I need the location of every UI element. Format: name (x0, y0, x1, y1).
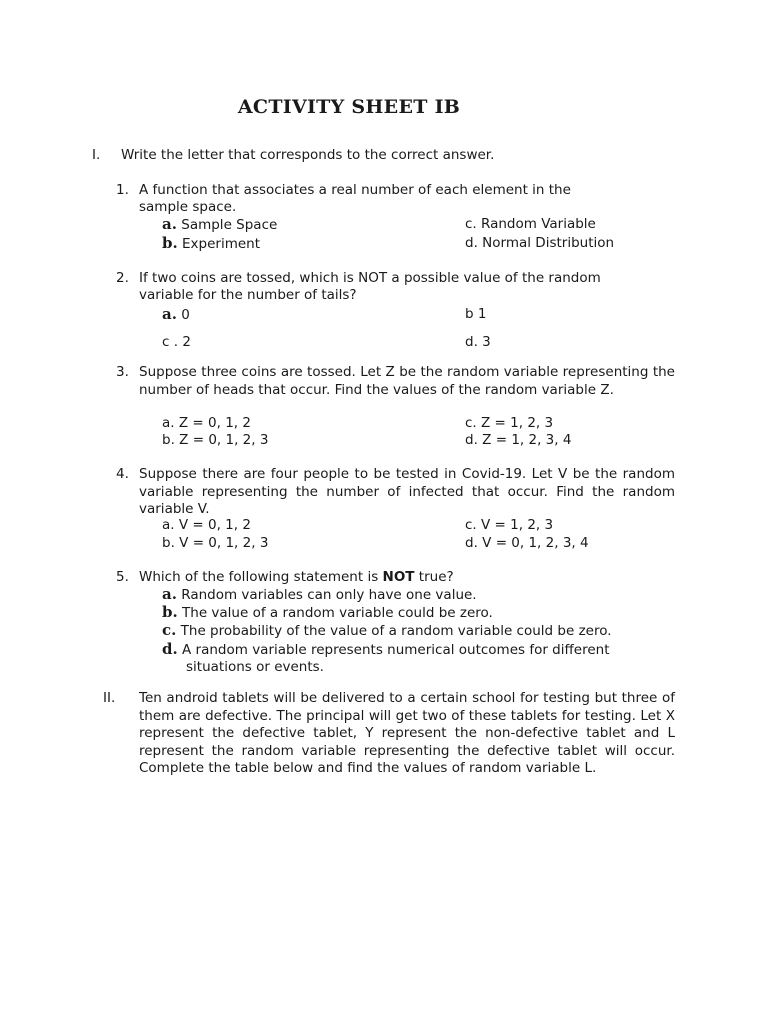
question-text-line1: If two coins are tossed, which is NOT a possible value of the random (139, 270, 601, 286)
section-1-numeral: I. (92, 147, 101, 163)
option-a: a. 0 (162, 305, 190, 323)
question-number: 2. (116, 270, 129, 286)
option-a: a. Sample Space (162, 215, 278, 233)
option-d: d. V = 0, 1, 2, 3, 4 (465, 535, 589, 551)
question-text-line2: sample space. (139, 199, 237, 215)
option-a: a. Random variables can only have one value. (162, 585, 477, 603)
option-a: a. Z = 0, 1, 2 (162, 415, 251, 431)
question-number: 1. (116, 182, 129, 198)
option-b: b. V = 0, 1, 2, 3 (162, 535, 269, 551)
page-title: ACTIVITY SHEET IB (237, 96, 461, 118)
option-c: c . 2 (162, 334, 191, 350)
section-2-text: Ten android tablets will be delivered to a certain school for testing but three of them are defective. The principal will get two of these tablets for testing. Let X represent the defective tablet, Y represent the non-defective tablet and L represent the random variable representing the defective tablet will occur. Complete the table below and find the values of random variable L. (139, 690, 675, 776)
option-d: d. A random variable represents numerical outcomes for different (162, 640, 610, 658)
question-text: Suppose three coins are tossed. Let Z be the random variable representing the number of heads that occur. Find the values of the random variable Z. (139, 364, 675, 398)
question-number: 4. (116, 466, 129, 482)
option-c: c. Z = 1, 2, 3 (465, 415, 554, 431)
section-2-numeral: II. (103, 690, 116, 706)
question-text: Suppose there are four people to be tested in Covid-19. Let V be the random variable representing the number of infected that occur. Find the random variable V. (139, 466, 675, 517)
question-text-line1: A function that associates a real number of each element in the (139, 182, 571, 198)
question-number: 5. (116, 569, 129, 585)
option-c: c. Random Variable (465, 216, 596, 232)
section-1-instruction: Write the letter that corresponds to the correct answer. (121, 147, 495, 163)
option-b: b. The value of a random variable could be zero. (162, 603, 493, 621)
question-number: 3. (116, 364, 129, 380)
option-a: a. V = 0, 1, 2 (162, 517, 251, 533)
option-c: c. The probability of the value of a random variable could be zero. (162, 621, 612, 639)
option-b: b 1 (465, 306, 487, 322)
option-d: d. 3 (465, 334, 491, 350)
option-b: b. Experiment (162, 234, 261, 252)
option-d: d. Z = 1, 2, 3, 4 (465, 432, 572, 448)
option-d-continuation: situations or events. (186, 659, 324, 675)
question-text-line2: variable for the number of tails? (139, 287, 357, 303)
question-text: Which of the following statement is NOT true? (139, 569, 454, 585)
option-d: d. Normal Distribution (465, 235, 615, 251)
option-c: c. V = 1, 2, 3 (465, 517, 554, 533)
option-b: b. Z = 0, 1, 2, 3 (162, 432, 269, 448)
